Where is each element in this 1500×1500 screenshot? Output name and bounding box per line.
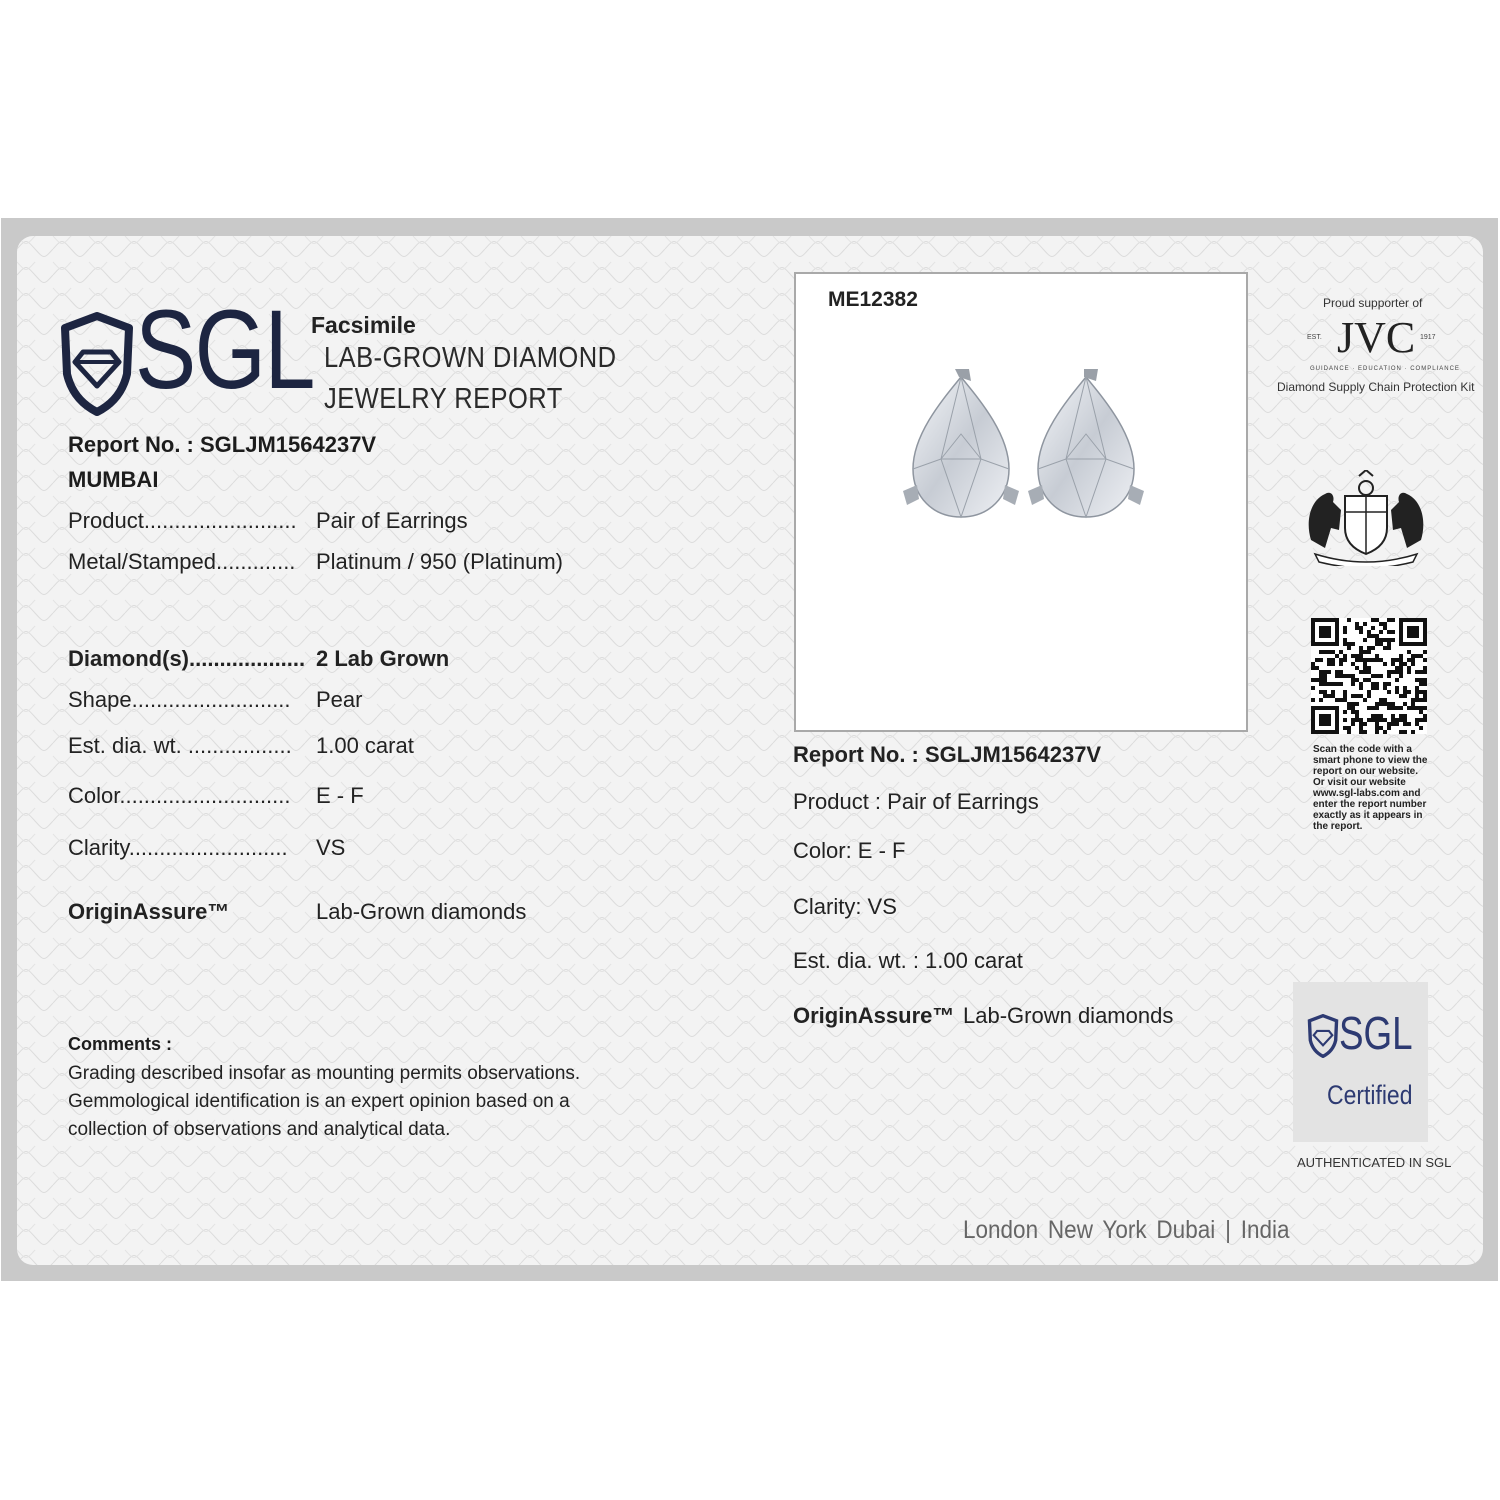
facsimile-label: Facsimile xyxy=(311,312,416,338)
detail-row-weight xyxy=(68,733,414,759)
sgl-shield-diamond-icon xyxy=(61,312,133,416)
summary-color: Color: E - F xyxy=(793,838,906,863)
report-title-line2: JEWELRY REPORT xyxy=(324,383,563,415)
report-card xyxy=(17,236,1483,1265)
detail-label: Product......................... xyxy=(68,508,297,533)
detail-value: Platinum / 950 (Platinum) xyxy=(316,549,563,574)
summary-report-number: Report No. : SGLJM1564237V xyxy=(793,742,1102,767)
qr-code-icon xyxy=(1311,618,1427,734)
detail-row-shape xyxy=(68,687,363,713)
jvc-supporter: Proud supporter of xyxy=(1323,296,1423,310)
summary-clarity: Clarity: VS xyxy=(793,894,897,919)
brand-logo-text: SGL xyxy=(135,287,314,412)
comments-text: Grading described insofar as mounting permits observations. Gemmological identification is an expert opinion based on a collection of observations and analytical data. xyxy=(68,1063,581,1140)
summary-weight: Est. dia. wt. : 1.00 carat xyxy=(793,948,1023,973)
detail-value: 1.00 carat xyxy=(316,733,414,758)
detail-value: Lab-Grown diamonds xyxy=(316,899,527,924)
detail-label: Clarity.......................... xyxy=(68,835,288,860)
detail-row-color xyxy=(68,783,364,809)
detail-value: E - F xyxy=(316,783,364,808)
detail-row-clarity xyxy=(68,835,346,861)
detail-value: 2 Lab Grown xyxy=(316,646,450,671)
scan-instructions: Scan the code with a smart phone to view the report on our website. Or visit our website www.sgl-labs.com and enter the report number exactly as it appears in the report. xyxy=(1313,744,1428,832)
jvc-year: 1917 xyxy=(1420,334,1436,341)
summary-product: Product : Pair of Earrings xyxy=(793,789,1039,814)
detail-label: Shape.......................... xyxy=(68,687,291,712)
badge-shield-icon xyxy=(1307,1014,1339,1058)
detail-row-metal xyxy=(68,549,563,575)
detail-value: VS xyxy=(316,835,346,860)
product-photo xyxy=(794,272,1248,732)
detail-label: Est. dia. wt. ................. xyxy=(68,733,292,758)
report-city: MUMBAI xyxy=(68,467,159,492)
jvc-est: EST. xyxy=(1307,334,1322,341)
office-locations: London New York Dubai | India xyxy=(963,1216,1290,1244)
comments-heading: Comments : xyxy=(68,1034,173,1054)
authenticated-label: AUTHENTICATED IN SGL xyxy=(1297,1155,1452,1170)
jvc-kit: Diamond Supply Chain Protection Kit xyxy=(1277,380,1475,394)
summary-origin-label: OriginAssure™ xyxy=(793,1003,955,1028)
item-code: ME12382 xyxy=(828,288,918,311)
detail-row-product xyxy=(68,508,468,534)
detail-value: Pair of Earrings xyxy=(316,508,468,533)
pear-diamond-earrings-image xyxy=(796,274,1246,730)
sgl-certified-badge xyxy=(1293,982,1428,1142)
report-title-line1: LAB-GROWN DIAMOND xyxy=(324,342,617,374)
detail-row-origin xyxy=(68,899,527,925)
summary-origin-value: Lab-Grown diamonds xyxy=(963,1003,1174,1028)
jvc-logo: JVC xyxy=(1337,313,1416,362)
detail-value: Pear xyxy=(316,687,363,712)
detail-row-diamonds xyxy=(68,646,450,672)
badge-brand: SGL xyxy=(1339,1007,1413,1059)
detail-label: Diamond(s)................... xyxy=(68,646,306,671)
report-number: Report No. : SGLJM1564237V xyxy=(68,432,377,457)
detail-label: OriginAssure™ xyxy=(68,899,230,924)
detail-label: Metal/Stamped............. xyxy=(68,549,296,574)
jvc-tagline: GUIDANCE · EDUCATION · COMPLIANCE xyxy=(1310,366,1460,372)
detail-label: Color............................ xyxy=(68,783,291,808)
coat-of-arms-icon xyxy=(1301,470,1431,566)
badge-certified: Certified xyxy=(1327,1080,1413,1110)
